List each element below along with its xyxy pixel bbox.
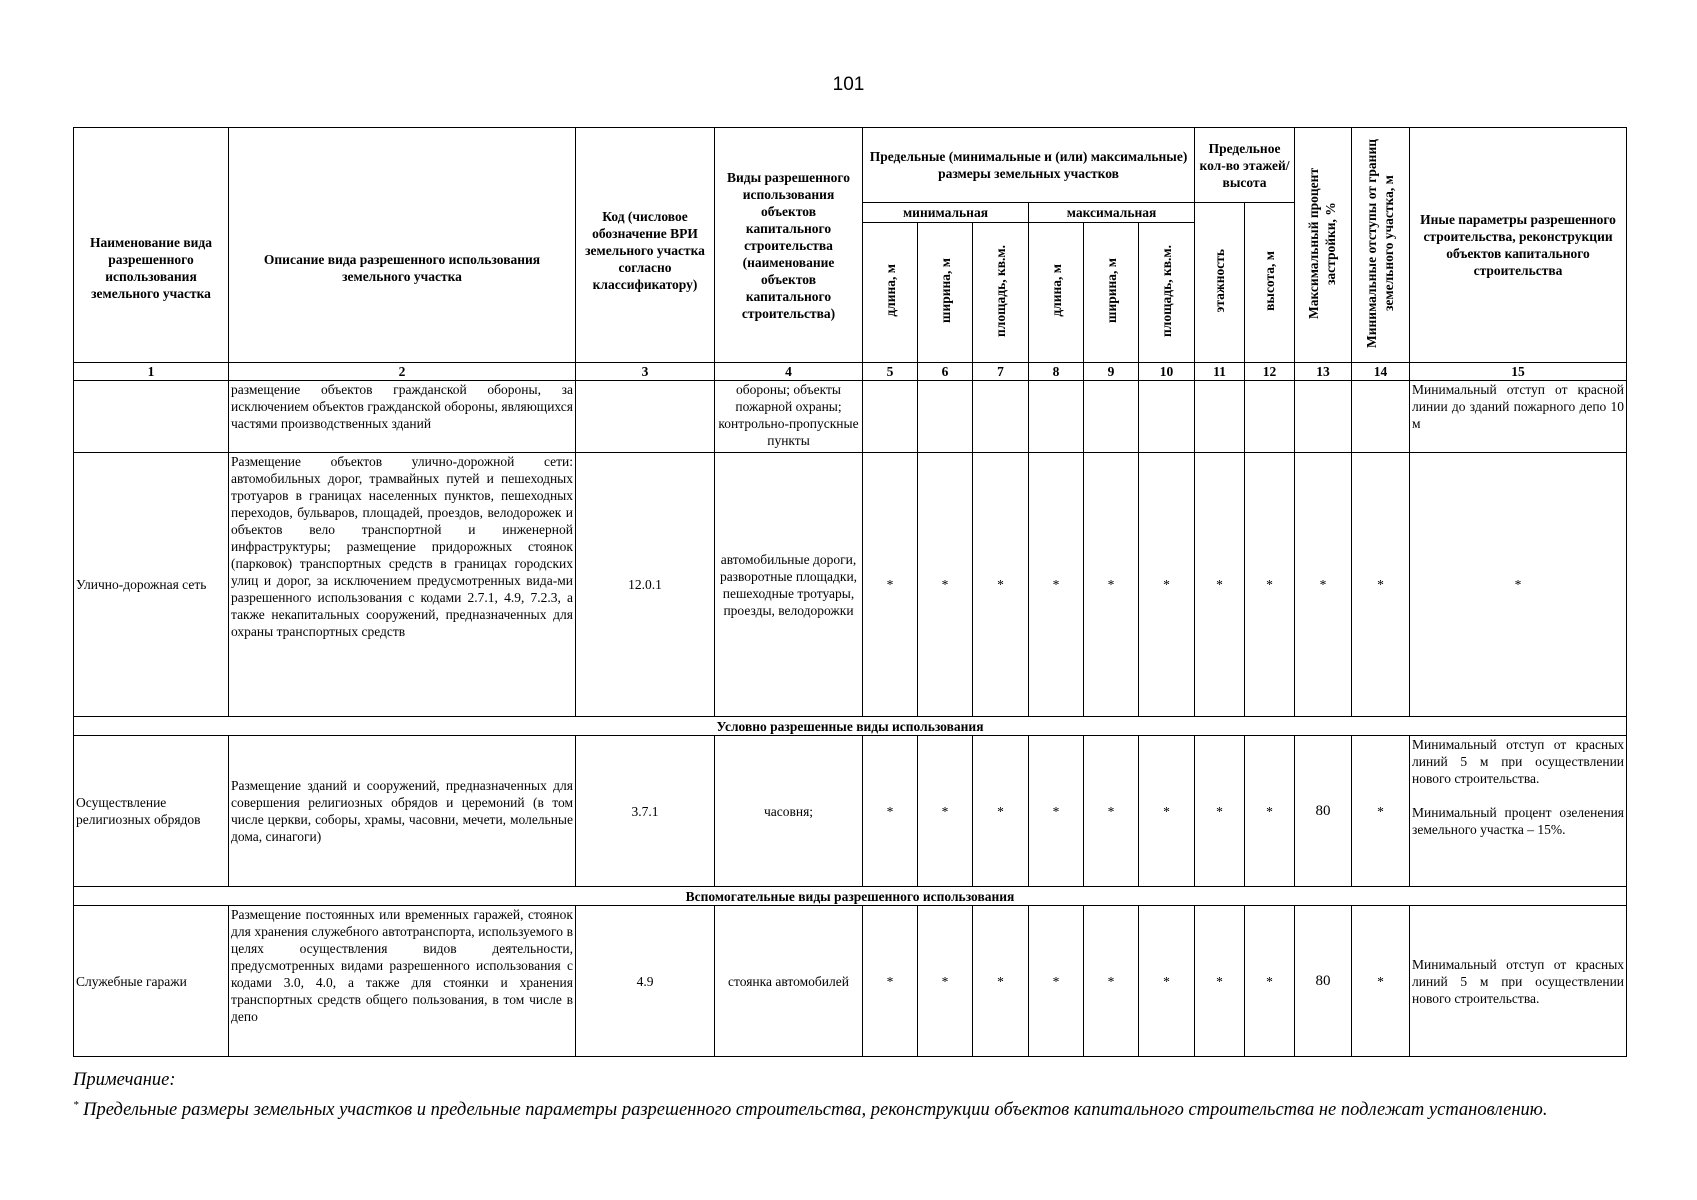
cell-other xyxy=(1410,736,1627,887)
section-row xyxy=(74,717,1627,736)
header-max-width: ширина, м xyxy=(1084,223,1139,363)
cell-value: * xyxy=(863,736,918,887)
header-objects: Виды разрешенного использования объектов капитального строительства (наименование объектов капитального строительства) xyxy=(715,128,863,363)
col-num: 10 xyxy=(1139,363,1195,381)
cell-value: * xyxy=(1084,736,1139,887)
header-max-area: площадь, кв.м. xyxy=(1139,223,1195,363)
header-description: Описание вида разрешенного использования земельного участка xyxy=(229,128,576,363)
header-code: Код (числовое обозначение ВРИ земельного участка согласно классификатору) xyxy=(576,128,715,363)
col-num: 3 xyxy=(576,363,715,381)
cell-description: размещение объектов гражданской обороны, за исключением объектов гражданской обороны, являющихся частями производственных зданий xyxy=(229,381,576,453)
col-num: 1 xyxy=(74,363,229,381)
header-height: высота, м xyxy=(1245,203,1295,363)
col-num: 7 xyxy=(973,363,1029,381)
cell-value: * xyxy=(1295,453,1352,717)
section-row xyxy=(74,887,1627,906)
cell-value: * xyxy=(1029,736,1084,887)
page-number: 101 xyxy=(832,74,865,95)
cell-value: * xyxy=(1139,906,1195,1057)
header-name: Наименование вида разрешенного использования земельного участка xyxy=(74,128,229,363)
cell-value: * xyxy=(918,453,973,717)
table-row xyxy=(74,381,1627,453)
col-num: 4 xyxy=(715,363,863,381)
cell-objects: автомобильные дороги, разворотные площадки, пешеходные тротуары, проезды, велодорожки xyxy=(715,453,863,717)
column-numbers-row xyxy=(74,363,1627,381)
header-max-length: длина, м xyxy=(1029,223,1084,363)
cell-value: * xyxy=(973,906,1029,1057)
footnote xyxy=(73,1068,1624,1123)
col-num: 11 xyxy=(1195,363,1245,381)
col-num: 14 xyxy=(1352,363,1410,381)
header-floors: этажность xyxy=(1195,203,1245,363)
footnote-text: * Предельные размеры земельных участков и предельные параметры разрешенного строительства, реконструкции объектов капитального строительства не подлежат установлению. xyxy=(73,1099,1548,1121)
cell-code: 4.9 xyxy=(576,906,715,1057)
col-num: 2 xyxy=(229,363,576,381)
other-param: Минимальный процент озеленения земельного участка – 15%. xyxy=(1412,805,1625,837)
cell-name: Осуществление религиозных обрядов xyxy=(74,736,229,887)
header-setback: Минимальные отступы от границ земельного участка, м xyxy=(1352,128,1410,363)
cell-value: * xyxy=(1245,453,1295,717)
cell-value: * xyxy=(1029,906,1084,1057)
cell-name xyxy=(74,381,229,453)
col-num: 12 xyxy=(1245,363,1295,381)
footnote-title: Примечание: xyxy=(73,1070,176,1090)
cell-code xyxy=(576,381,715,453)
cell-value: * xyxy=(1195,736,1245,887)
land-use-table xyxy=(73,127,1627,1057)
section-conditional: Условно разрешенные виды использования xyxy=(74,717,1627,736)
cell-description: Размещение постоянных или временных гаражей, стоянок для хранения служебного автотранспорта, используемого в целях осуществления видов деятельности, предусмотренных видами разрешенного использования с кодами 3.0, 4.0, а также для стоянки и хранения транспортных средств общего пользования, в том числе в депо xyxy=(229,906,576,1057)
cell-coverage: 80 xyxy=(1295,736,1352,887)
cell-value: * xyxy=(973,736,1029,887)
section-auxiliary: Вспомогательные виды разрешенного использования xyxy=(74,887,1627,906)
header-limits: Предельные (минимальные и (или) максимальные) размеры земельных участков xyxy=(863,128,1195,203)
col-num: 5 xyxy=(863,363,918,381)
col-num: 6 xyxy=(918,363,973,381)
header-floors-group: Предельное кол-во этажей/ высота xyxy=(1195,128,1295,203)
cell-value: * xyxy=(863,906,918,1057)
cell-objects: часовня; xyxy=(715,736,863,887)
header-min: минимальная xyxy=(863,203,1029,223)
header-min-width: ширина, м xyxy=(918,223,973,363)
cell-description: Размещение объектов улично-дорожной сети: автомобильных дорог, трамвайных путей и пешеходных тротуаров в границах населенных пунктов, пешеходных переходов, бульваров, площадей, проездов, велодорожек и объектов вело транспортной и инженерной инфраструктуры; размещение придорожных стоянок (парковок) транспортных средств в границах городских улиц и дорог, за исключением предусмотренных вида-ми разрешенного использования с кодами 2.7.1, 4.9, 7.2.3, а также некапитальных сооружений, предназначенных для охраны транспортных средств xyxy=(229,453,576,717)
col-num: 13 xyxy=(1295,363,1352,381)
cell-value: * xyxy=(1245,736,1295,887)
col-num: 9 xyxy=(1084,363,1139,381)
cell-value: * xyxy=(1195,453,1245,717)
cell-value: * xyxy=(1084,906,1139,1057)
cell-code: 12.0.1 xyxy=(576,453,715,717)
cell-value: * xyxy=(1245,906,1295,1057)
cell-value: * xyxy=(863,453,918,717)
cell-value: * xyxy=(1195,906,1245,1057)
cell-other: Минимальный отступ от красной линии до зданий пожарного депо 10 м xyxy=(1410,381,1627,453)
cell-name: Служебные гаражи xyxy=(74,906,229,1057)
table-row xyxy=(74,453,1627,717)
table-row xyxy=(74,906,1627,1057)
cell-value: * xyxy=(1084,453,1139,717)
cell-objects: обороны; объекты пожарной охраны; контрольно-пропускные пункты xyxy=(715,381,863,453)
cell-name: Улично-дорожная сеть xyxy=(74,453,229,717)
cell-value: * xyxy=(1029,453,1084,717)
header-min-area: площадь, кв.м. xyxy=(973,223,1029,363)
cell-value: * xyxy=(1352,453,1410,717)
table-row xyxy=(74,736,1627,887)
cell-value: * xyxy=(918,906,973,1057)
cell-value: * xyxy=(918,736,973,887)
header-other: Иные параметры разрешенного строительства, реконструкции объектов капитального строительства xyxy=(1410,128,1627,363)
footnote-mark: * xyxy=(73,1099,79,1111)
cell-value: * xyxy=(1139,736,1195,887)
cell-other: Минимальный отступ от красных линий 5 м при осуществлении нового строительства. xyxy=(1410,906,1627,1057)
col-num: 15 xyxy=(1410,363,1627,381)
cell-coverage: 80 xyxy=(1295,906,1352,1057)
other-param: Минимальный отступ от красных линий 5 м при осуществлении нового строительства. xyxy=(1412,737,1625,786)
cell-value: * xyxy=(1410,453,1627,717)
cell-description: Размещение зданий и сооружений, предназначенных для совершения религиозных обрядов и церемоний (в том числе церкви, соборы, храмы, часовни, мечети, молельные дома, синагоги) xyxy=(229,736,576,887)
header-min-length: длина, м xyxy=(863,223,918,363)
header-coverage: Максимальный процент застройки, % xyxy=(1295,128,1352,363)
cell-code: 3.7.1 xyxy=(576,736,715,887)
cell-value: * xyxy=(1139,453,1195,717)
cell-value: * xyxy=(1352,906,1410,1057)
header-max: максимальная xyxy=(1029,203,1195,223)
col-num: 8 xyxy=(1029,363,1084,381)
cell-value: * xyxy=(973,453,1029,717)
cell-objects: стоянка автомобилей xyxy=(715,906,863,1057)
cell-value: * xyxy=(1352,736,1410,887)
